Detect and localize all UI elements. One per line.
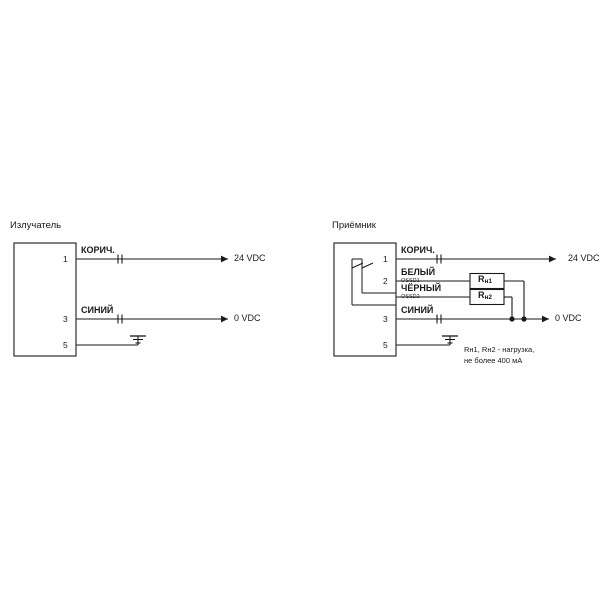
load-1-name: R [478, 274, 485, 284]
receiver-wire-label-brown: КОРИЧ. [401, 245, 435, 255]
emitter-wire-label-blue: СИНИЙ [81, 305, 114, 315]
load-note-line-2: не более 400 мА [464, 356, 523, 365]
receiver-pin-1: 1 [383, 254, 388, 264]
load-2-index: н2 [484, 294, 493, 302]
receiver-wire-sub-ossd1: OSSD1 [401, 278, 420, 284]
receiver-wire-sub-ossd2: OSSD2 [401, 294, 420, 300]
emitter-terminal-24vdc: 24 VDC [234, 253, 266, 263]
emitter-wire-label-brown: КОРИЧ. [81, 245, 115, 255]
receiver-wire-label-black: ЧЁРНЫЙ [401, 283, 442, 293]
receiver-title: Приёмник [332, 220, 376, 231]
receiver-pin-5: 5 [383, 340, 388, 350]
emitter-pin-3: 3 [63, 314, 68, 324]
receiver-wire-label-white: БЕЛЫЙ [401, 267, 436, 277]
receiver-terminal-0vdc: 0 VDC [555, 313, 582, 323]
receiver-pin-2: 2 [383, 276, 388, 286]
receiver-pin-3: 3 [383, 314, 388, 324]
load-note-line-1: Rн1, Rн2 - нагрузка, [464, 345, 535, 354]
load-2-name: R [478, 290, 485, 300]
emitter-title: Излучатель [10, 220, 62, 231]
emitter-terminal-0vdc: 0 VDC [234, 313, 261, 323]
emitter-pin-1: 1 [63, 254, 68, 264]
load-resistor-2-label [478, 291, 492, 302]
load-1-index: н1 [484, 278, 493, 286]
emitter-pin-5: 5 [63, 340, 68, 350]
receiver-wire-label-blue: СИНИЙ [401, 305, 434, 315]
load-resistor-1-label [478, 275, 492, 286]
receiver-terminal-24vdc: 24 VDC [568, 253, 600, 263]
